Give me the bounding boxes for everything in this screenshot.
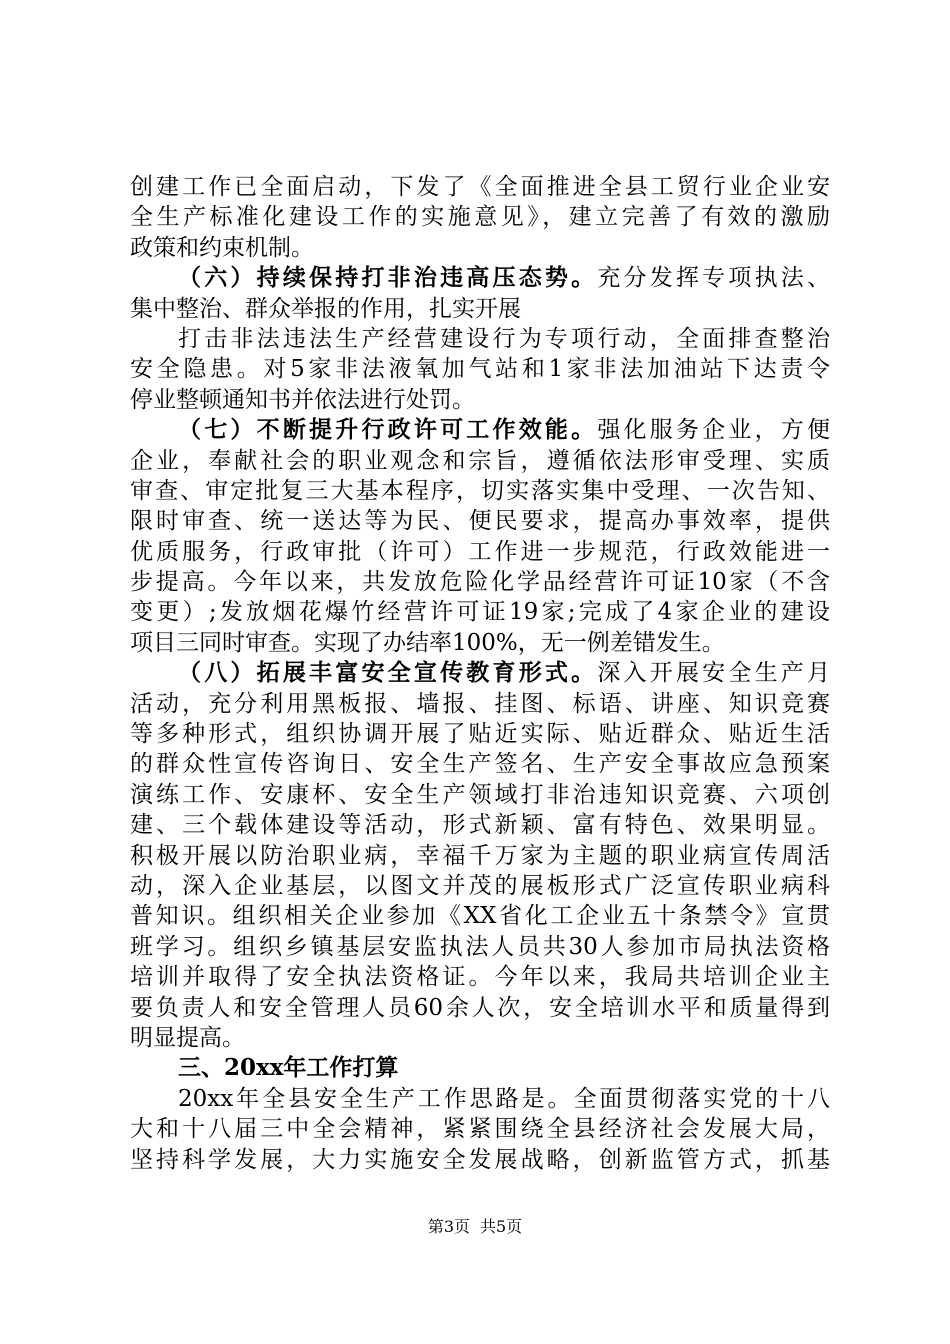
line-text: 积极开展以防治职业病，幸福千万家为主题的职业病宣传周活: [130, 842, 830, 869]
text-line: [130, 901, 830, 931]
text-line: [130, 506, 830, 536]
line-text: 变更）;发放烟花爆竹经营许可证19家;完成了4家企业的建设: [130, 599, 830, 626]
text-line: [130, 1023, 830, 1053]
document-body: [130, 172, 830, 1175]
line-text: 大和十八届三中全会精神，紧紧围绕全县经济社会发展大局，: [130, 1116, 830, 1143]
text-line: [130, 658, 830, 688]
line-text: 强化服务企业，方便: [597, 417, 831, 444]
line-text: 动，深入企业基层，以图文并茂的展板形式广泛宣传职业病科: [130, 872, 830, 899]
line-text: 演练工作、安康杯、安全生产领域打非治违知识竞赛、六项创: [130, 781, 830, 808]
line-text: 深入开展安全生产月: [597, 660, 831, 687]
text-line: [130, 263, 830, 293]
text-line: [130, 446, 830, 476]
text-line: [130, 932, 830, 962]
line-text: 20xx年全县安全生产工作思路是。全面贯彻落实党的十八: [178, 1085, 830, 1112]
section-heading: （六）持续保持打非治违高压态势。: [178, 264, 598, 292]
text-line: [130, 749, 830, 779]
page-footer: [0, 1217, 950, 1237]
text-line: [130, 841, 830, 871]
page-number: 第3页: [427, 1217, 470, 1236]
line-text: 全生产标准化建设工作的实施意见》，建立完善了有效的激励: [130, 204, 830, 231]
section-heading: 三、20xx年工作打算: [178, 1054, 399, 1082]
text-line: [130, 628, 830, 658]
line-text: 停业整顿通知书并依法进行处罚。: [130, 386, 475, 413]
text-line: [130, 537, 830, 567]
text-line: [130, 962, 830, 992]
text-line: [130, 233, 830, 263]
text-line: [130, 567, 830, 597]
line-text: 等多种形式，组织协调开展了贴近实际、贴近群众、贴近生活: [130, 721, 830, 748]
page-total: 共5页: [480, 1217, 523, 1236]
text-line: [130, 415, 830, 445]
section-heading: （八）拓展丰富安全宣传教育形式。: [178, 659, 598, 687]
line-text: 坚持科学发展，大力实施安全发展战略，创新监管方式，抓基: [130, 1146, 830, 1173]
line-text: 培训并取得了安全执法资格证。今年以来，我局共培训企业主: [130, 964, 830, 991]
text-line: [130, 1053, 830, 1083]
text-line: [130, 172, 830, 202]
line-text: 打击非法违法生产经营建设行为专项行动，全面排查整治: [178, 325, 830, 352]
text-line: [130, 354, 830, 384]
text-line: [130, 597, 830, 627]
text-line: [130, 202, 830, 232]
text-line: [130, 871, 830, 901]
line-text: 项目三同时审查。实现了办结率100%，无一例差错发生。: [130, 629, 725, 656]
line-text: 步提高。今年以来，共发放危险化学品经营许可证10家（不含: [130, 569, 830, 596]
text-line: [130, 1114, 830, 1144]
line-text: 限时审查、统一送达等为民、便民要求，提高办事效率，提供: [130, 508, 830, 535]
line-text: 集中整治、群众举报的作用，扎实开展: [130, 295, 521, 322]
line-text: 优质服务，行政审批（许可）工作进一步规范，行政效能进一: [130, 538, 830, 565]
line-text: 明显提高。: [130, 1024, 245, 1051]
text-line: [130, 719, 830, 749]
text-line: [130, 1145, 830, 1175]
text-line: [130, 993, 830, 1023]
line-text: 要负责人和安全管理人员60余人次，安全培训水平和质量得到: [130, 994, 830, 1021]
line-text: 建、三个载体建设等活动，形式新颖、富有特色、效果明显。: [130, 812, 830, 839]
text-line: [130, 385, 830, 415]
line-text: 活动，充分利用黑板报、墙报、挂图、标语、讲座、知识竞赛: [130, 690, 830, 717]
line-text: 班学习。组织乡镇基层安监执法人员共30人参加市局执法资格: [130, 933, 830, 960]
line-text: 企业，奉献社会的职业观念和宗旨，遵循依法形审受理、实质: [130, 447, 830, 474]
line-text: 政策和约束机制。: [130, 234, 314, 261]
text-line: [130, 324, 830, 354]
text-line: [130, 810, 830, 840]
section-heading: （七）不断提升行政许可工作效能。: [178, 416, 598, 444]
text-line: [130, 1084, 830, 1114]
line-text: 审查、审定批复三大基本程序，切实落实集中受理、一次告知、: [130, 477, 830, 504]
line-text: 普知识。组织相关企业参加《XX省化工企业五十条禁令》宣贯: [130, 903, 830, 930]
line-text: 的群众性宣传咨询日、安全生产签名、生产安全事故应急预案: [130, 751, 830, 778]
line-text: 创建工作已全面启动，下发了《全面推进全县工贸行业企业安: [130, 174, 830, 200]
text-line: [130, 476, 830, 506]
text-line: [130, 689, 830, 719]
text-line: [130, 780, 830, 810]
line-text: 安全隐患。对5家非法液氧加气站和1家非法加油站下达责令: [130, 356, 830, 383]
text-line: [130, 294, 830, 324]
line-text: 充分发挥专项执法、: [597, 265, 831, 292]
